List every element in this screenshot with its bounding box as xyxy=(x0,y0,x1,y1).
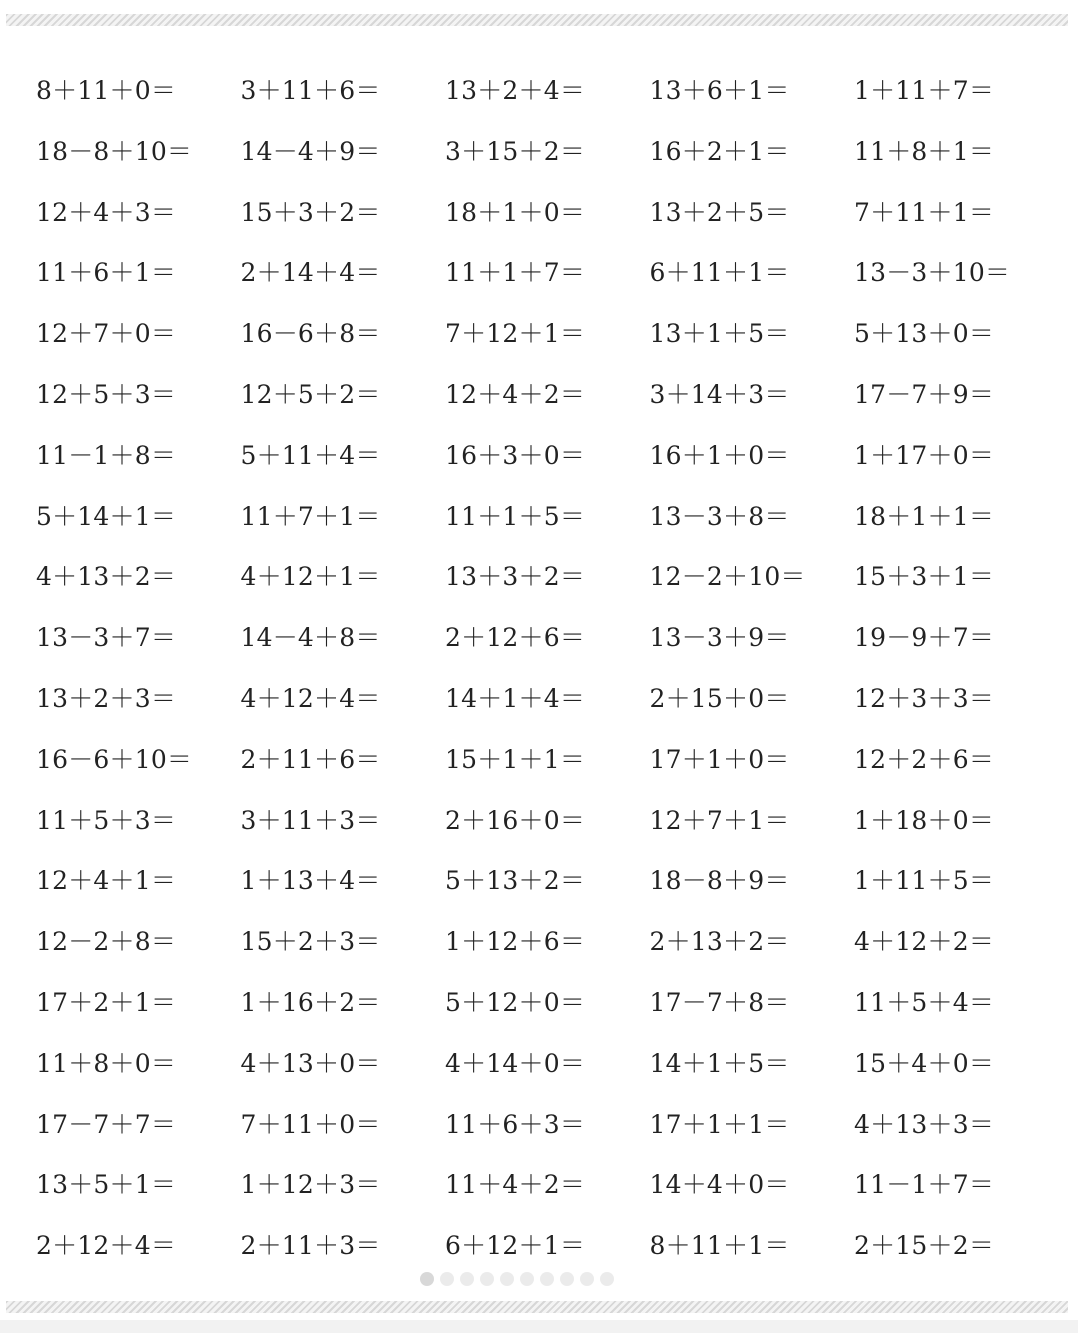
math-problem: 2＋14＋4＝ xyxy=(240,258,381,288)
math-problem: 16－6＋8＝ xyxy=(240,319,381,349)
math-problem: 2＋11＋6＝ xyxy=(240,744,381,774)
math-problem: 2＋12＋6＝ xyxy=(445,623,586,653)
math-problem: 15＋2＋3＝ xyxy=(240,927,381,957)
math-problem: 17－7＋8＝ xyxy=(649,987,790,1017)
math-problem: 4＋13＋0＝ xyxy=(240,1048,381,1078)
math-problem: 13＋2＋4＝ xyxy=(445,76,586,105)
math-problem: 18－8＋9＝ xyxy=(649,866,790,896)
math-problem: 14－4＋9＝ xyxy=(240,136,381,166)
math-problem: 12＋4＋2＝ xyxy=(445,379,586,409)
math-problem: 11＋4＋2＝ xyxy=(445,1170,586,1200)
math-problem: 19－9＋7＝ xyxy=(854,623,995,653)
bottom-decorative-border xyxy=(6,1301,1068,1313)
math-problem: 6＋11＋1＝ xyxy=(649,258,790,288)
math-problem: 12＋4＋1＝ xyxy=(36,866,177,896)
math-problem: 12＋7＋0＝ xyxy=(36,319,177,349)
math-problem: 1＋18＋0＝ xyxy=(854,805,995,835)
math-problem: 17＋2＋1＝ xyxy=(36,987,177,1017)
math-problem: 12＋5＋2＝ xyxy=(240,379,381,409)
math-problem: 14＋1＋5＝ xyxy=(649,1048,790,1078)
math-problem: 4＋14＋0＝ xyxy=(445,1048,586,1078)
math-problem: 11＋6＋1＝ xyxy=(36,258,177,288)
math-problem: 3＋11＋6＝ xyxy=(240,76,381,105)
math-problem: 1＋12＋3＝ xyxy=(240,1170,381,1200)
math-problem: 2＋16＋0＝ xyxy=(445,805,586,835)
math-problem: 13－3＋8＝ xyxy=(649,501,790,531)
math-problem: 5＋13＋0＝ xyxy=(854,319,995,349)
page-dot[interactable] xyxy=(440,1272,454,1286)
page-indicator-dots xyxy=(420,1272,614,1286)
math-problem: 14－4＋8＝ xyxy=(240,623,381,653)
math-problem: 17－7＋9＝ xyxy=(854,379,995,409)
math-problem: 11＋7＋1＝ xyxy=(240,501,381,531)
math-problem: 11＋6＋3＝ xyxy=(445,1109,586,1139)
math-problem: 18＋1＋0＝ xyxy=(445,197,586,227)
math-problem: 1＋11＋7＝ xyxy=(854,76,995,105)
math-problem: 7＋11＋0＝ xyxy=(240,1109,381,1139)
math-problem: 3＋11＋3＝ xyxy=(240,805,381,835)
math-problem: 11＋1＋5＝ xyxy=(445,501,586,531)
math-problem: 12＋5＋3＝ xyxy=(36,379,177,409)
top-decorative-border xyxy=(6,14,1068,26)
math-problem: 11＋5＋3＝ xyxy=(36,805,177,835)
page-dot[interactable] xyxy=(420,1272,434,1286)
math-problem: 3＋15＋2＝ xyxy=(445,136,586,166)
math-problem: 17＋1＋0＝ xyxy=(649,744,790,774)
math-problem: 11－1＋8＝ xyxy=(36,440,177,470)
math-problem: 2＋11＋3＝ xyxy=(240,1231,381,1261)
math-problem: 4＋12＋4＝ xyxy=(240,683,381,713)
page-dot[interactable] xyxy=(480,1272,494,1286)
math-problem: 4＋13＋2＝ xyxy=(36,562,177,592)
math-problem: 12＋7＋1＝ xyxy=(649,805,790,835)
math-problem: 11＋8＋1＝ xyxy=(854,136,995,166)
math-problem: 17－7＋7＝ xyxy=(36,1109,177,1139)
math-problem: 16－6＋10＝ xyxy=(36,744,193,774)
math-problem: 2＋13＋2＝ xyxy=(649,927,790,957)
page-dot[interactable] xyxy=(580,1272,594,1286)
math-problem: 13＋6＋1＝ xyxy=(649,76,790,105)
math-problem: 18－8＋10＝ xyxy=(36,136,193,166)
math-problem: 5＋12＋0＝ xyxy=(445,987,586,1017)
math-problem: 5＋11＋4＝ xyxy=(240,440,381,470)
math-problem: 13＋1＋5＝ xyxy=(649,319,790,349)
page-dot[interactable] xyxy=(460,1272,474,1286)
page-dot[interactable] xyxy=(560,1272,574,1286)
math-problem: 2＋12＋4＝ xyxy=(36,1231,177,1261)
page-dot[interactable] xyxy=(540,1272,554,1286)
math-problem: 13－3＋7＝ xyxy=(36,623,177,653)
math-problem: 4＋12＋1＝ xyxy=(240,562,381,592)
math-problem: 12＋2＋6＝ xyxy=(854,744,995,774)
math-problem: 3＋14＋3＝ xyxy=(649,379,790,409)
math-problem: 16＋2＋1＝ xyxy=(649,136,790,166)
bottom-bar xyxy=(0,1320,1078,1333)
math-problem: 16＋3＋0＝ xyxy=(445,440,586,470)
math-problem: 11＋8＋0＝ xyxy=(36,1048,177,1078)
math-problem: 12＋3＋3＝ xyxy=(854,683,995,713)
arithmetic-problem-grid xyxy=(36,61,1066,1277)
math-problem: 13＋2＋3＝ xyxy=(36,683,177,713)
math-problem: 14＋4＋0＝ xyxy=(649,1170,790,1200)
math-problem: 4＋13＋3＝ xyxy=(854,1109,995,1139)
math-problem: 2＋15＋2＝ xyxy=(854,1231,995,1261)
math-problem: 11＋5＋4＝ xyxy=(854,987,995,1017)
math-problem: 12－2＋10＝ xyxy=(649,562,806,592)
math-problem: 16＋1＋0＝ xyxy=(649,440,790,470)
math-problem: 15＋3＋1＝ xyxy=(854,562,995,592)
math-problem: 13＋5＋1＝ xyxy=(36,1170,177,1200)
page-dot[interactable] xyxy=(520,1272,534,1286)
math-problem: 1＋12＋6＝ xyxy=(445,927,586,957)
math-problem: 8＋11＋1＝ xyxy=(649,1231,790,1261)
math-problem: 8＋11＋0＝ xyxy=(36,76,177,105)
math-problem: 5＋13＋2＝ xyxy=(445,866,586,896)
math-problem: 13－3＋9＝ xyxy=(649,623,790,653)
math-problem: 7＋11＋1＝ xyxy=(854,197,995,227)
math-problem: 17＋1＋1＝ xyxy=(649,1109,790,1139)
math-problem: 1＋16＋2＝ xyxy=(240,987,381,1017)
math-problem: 14＋1＋4＝ xyxy=(445,683,586,713)
math-problem: 12－2＋8＝ xyxy=(36,927,177,957)
page-dot[interactable] xyxy=(600,1272,614,1286)
math-problem: 11－1＋7＝ xyxy=(854,1170,995,1200)
math-problem: 6＋12＋1＝ xyxy=(445,1231,586,1261)
math-problem: 13＋2＋5＝ xyxy=(649,197,790,227)
math-problem: 13－3＋10＝ xyxy=(854,258,1011,288)
math-problem: 15＋3＋2＝ xyxy=(240,197,381,227)
math-problem: 2＋15＋0＝ xyxy=(649,683,790,713)
math-problem: 1＋17＋0＝ xyxy=(854,440,995,470)
math-problem: 15＋1＋1＝ xyxy=(445,744,586,774)
page-dot[interactable] xyxy=(500,1272,514,1286)
math-problem: 13＋3＋2＝ xyxy=(445,562,586,592)
math-problem: 5＋14＋1＝ xyxy=(36,501,177,531)
math-problem: 1＋11＋5＝ xyxy=(854,866,995,896)
math-problem: 12＋4＋3＝ xyxy=(36,197,177,227)
math-problem: 18＋1＋1＝ xyxy=(854,501,995,531)
math-problem: 15＋4＋0＝ xyxy=(854,1048,995,1078)
math-problem: 4＋12＋2＝ xyxy=(854,927,995,957)
math-problem: 7＋12＋1＝ xyxy=(445,319,586,349)
math-problem: 11＋1＋7＝ xyxy=(445,258,586,288)
math-problem: 1＋13＋4＝ xyxy=(240,866,381,896)
